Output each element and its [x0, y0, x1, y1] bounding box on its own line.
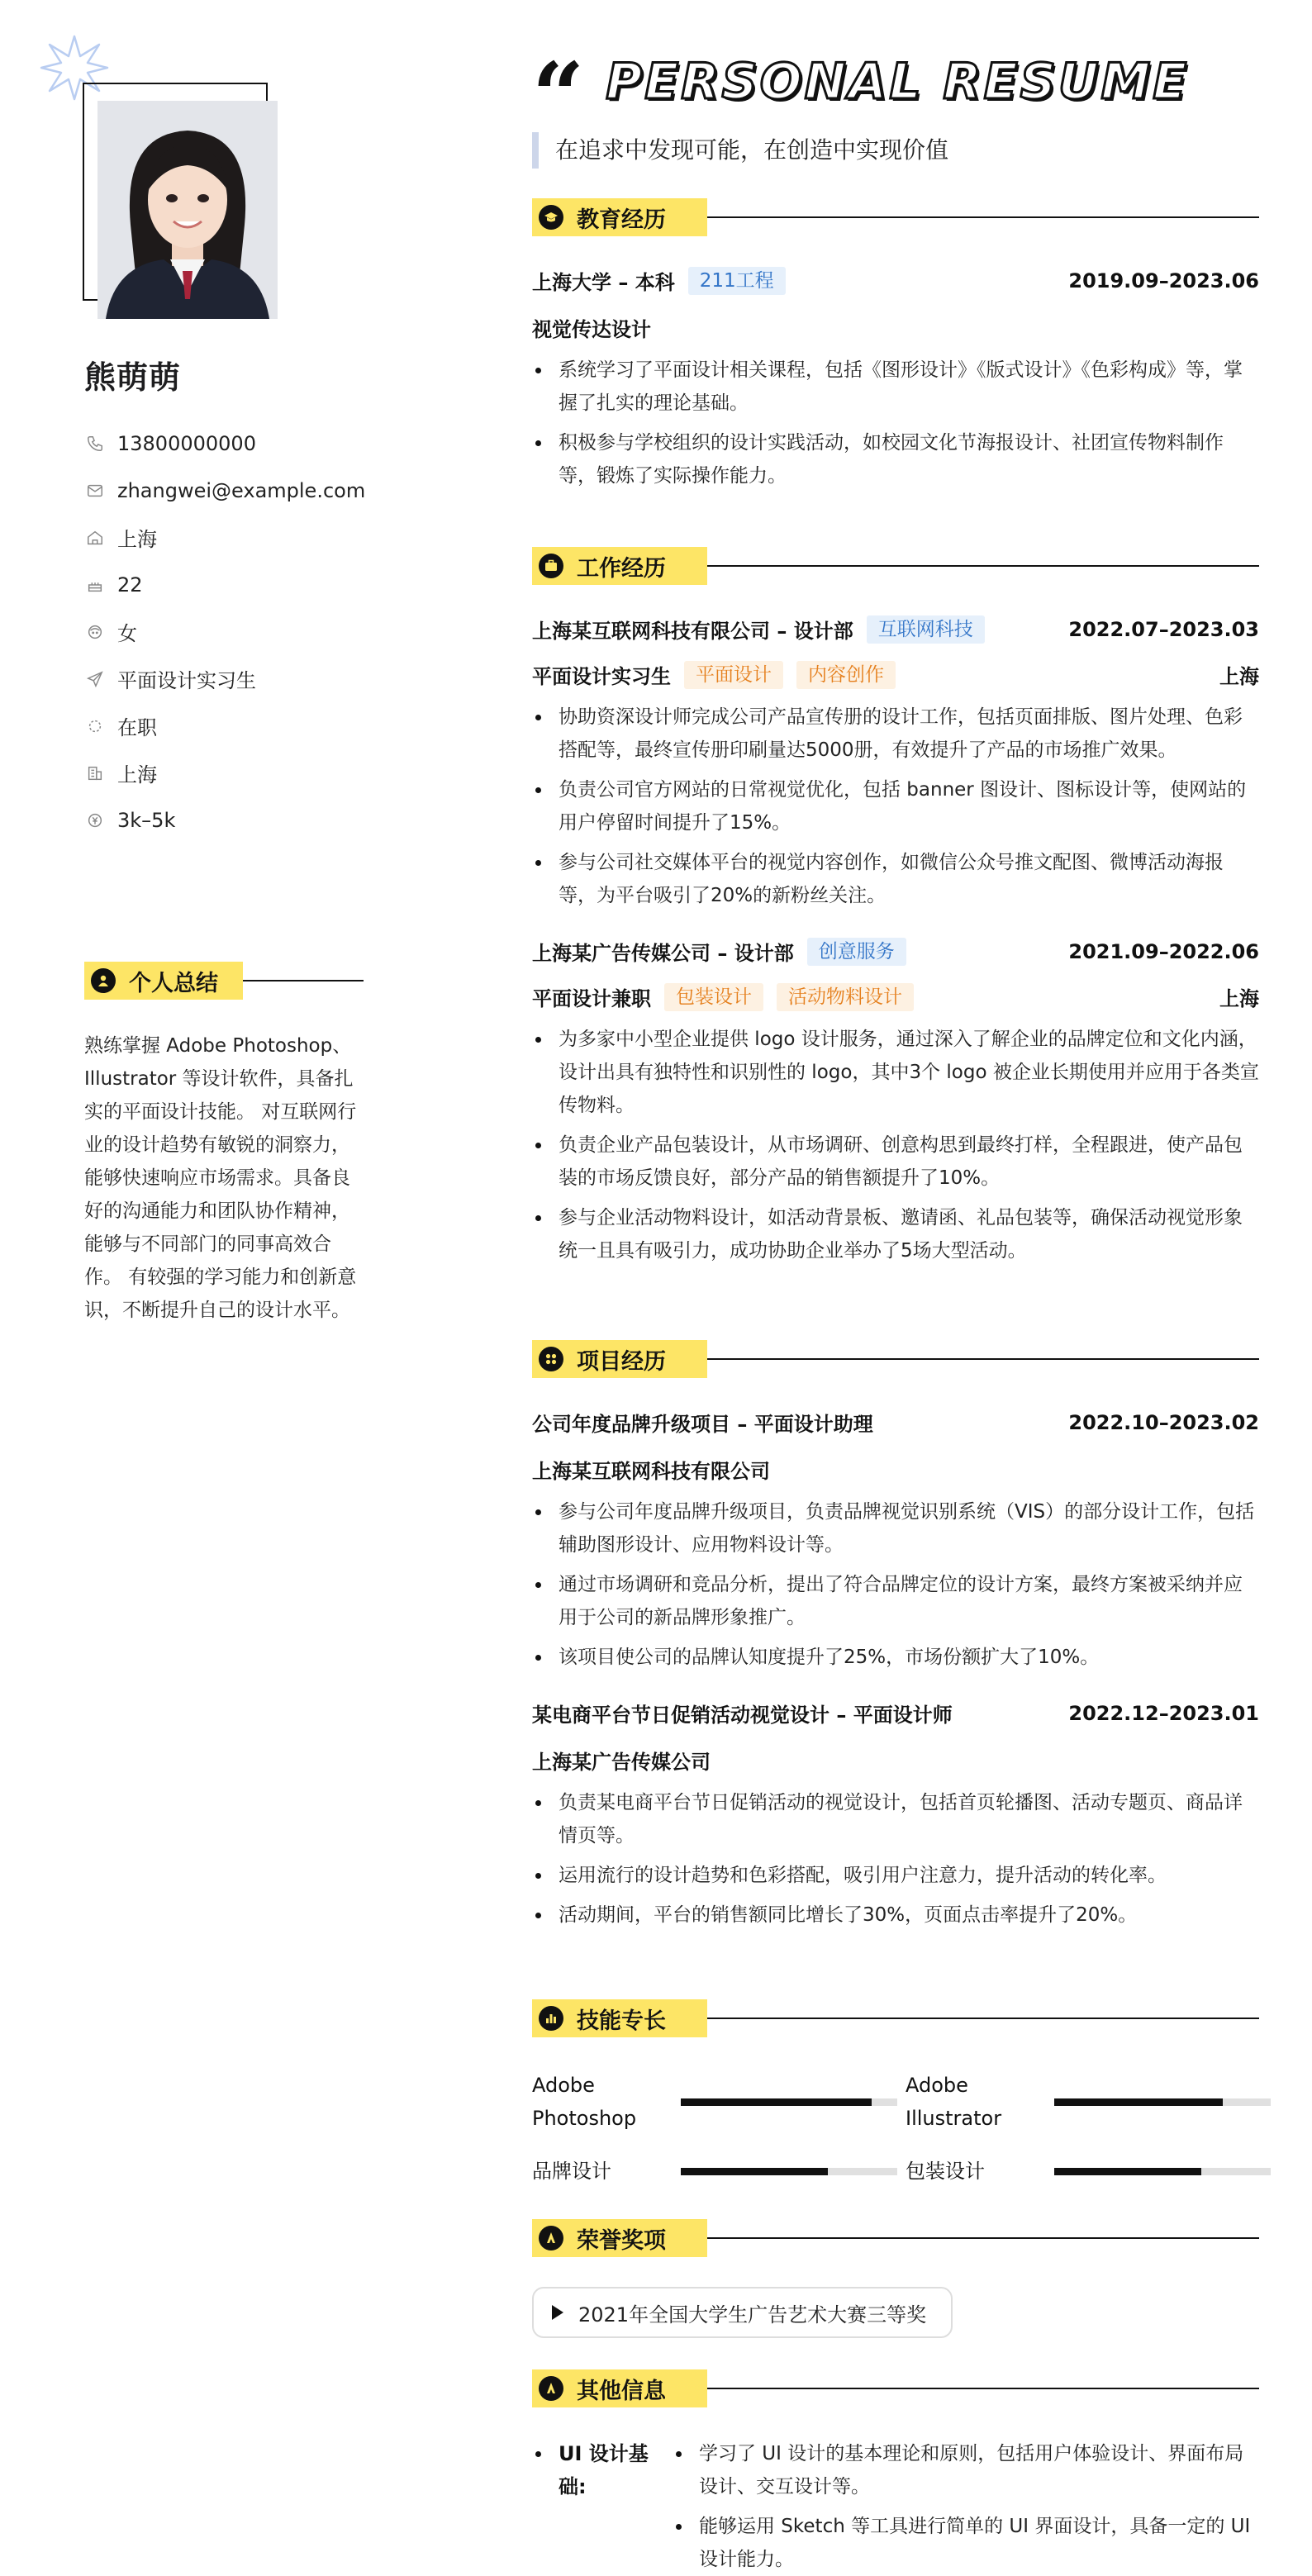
summary-title: 个人总结: [129, 970, 218, 996]
award-item: [532, 2287, 953, 2338]
age-text: 22: [117, 573, 143, 596]
section-divider: [707, 565, 1259, 567]
education-date: 2019.09–2023.06: [1068, 269, 1259, 292]
skill-bar: [681, 2168, 897, 2175]
projects-title: 项目经历: [577, 1348, 666, 1375]
skills-title: 技能专长: [577, 2008, 666, 2034]
skill-name: Adobe Photoshop: [532, 2074, 637, 2130]
job-bullets: [532, 701, 1259, 912]
skills-section: [532, 1999, 1259, 2188]
cake-icon: [84, 574, 106, 596]
job-skill-tag: 包装设计: [664, 983, 763, 1011]
other-title-pill: [532, 2369, 707, 2407]
job-skill-tag: 平面设计: [684, 661, 783, 689]
list-item: 负责公司官方网站的日常视觉优化，包括 banner 图设计、图标设计等，使网站的用户停留时间提升了15%。: [532, 773, 1259, 839]
skill-fill: [1054, 2098, 1223, 2106]
skill-fill: [681, 2098, 872, 2106]
salary-text: 3k–5k: [117, 808, 176, 832]
location-text: 上海: [117, 528, 157, 551]
list-item: 负责某电商平台节日促销活动的视觉设计，包括首页轮播图、活动专题页、商品详情页等。: [532, 1786, 1259, 1852]
list-item: 系统学习了平面设计相关课程，包括《图形设计》《版式设计》《色彩构成》等，掌握了扎实的理论基础。: [532, 354, 1259, 420]
other-item: [532, 2437, 1259, 2576]
job-industry-tag: 创意服务: [807, 938, 906, 966]
project-bullets: [532, 1495, 1259, 1674]
job-date: 2021.09–2022.06: [1068, 939, 1259, 963]
list-item: 为多家中小型企业提供 logo 设计服务，通过深入了解企业的品牌定位和文化内涵，设计出具有独特性和识别性的 logo，其中3个 logo 被企业长期使用并应用于各类宣传物料。: [532, 1023, 1259, 1122]
job-row: [532, 937, 1259, 966]
list-item: 能够运用 Sketch 等工具进行简单的 UI 界面设计，具备一定的 UI 设计能力。: [673, 2510, 1259, 2576]
grid-icon: [539, 1347, 563, 1371]
resume-header: [532, 42, 1190, 149]
contact-info-list: [84, 420, 415, 844]
school-tag: 211工程: [688, 267, 786, 295]
skill-item: [906, 2155, 1279, 2188]
send-icon: [84, 668, 106, 690]
list-item: 参与企业活动物料设计，如活动背景板、邀请函、礼品包装等，确保活动视觉形象统一且具有吸引力，成功协助企业举办了5场大型活动。: [532, 1201, 1259, 1267]
honors-title-pill: [532, 2219, 707, 2257]
section-divider: [707, 216, 1259, 218]
work-title-pill: [532, 547, 707, 585]
skill-item: [532, 2155, 906, 2188]
skill-fill: [681, 2168, 828, 2175]
status-text: 在职: [117, 716, 157, 739]
info-gender: [84, 608, 415, 655]
skill-item: [906, 2069, 1279, 2135]
projects-section-header: [532, 1340, 1259, 1378]
section-divider: [243, 980, 364, 981]
person-name: 熊萌萌: [84, 359, 182, 396]
projects-title-pill: [532, 1340, 707, 1378]
job-company: 上海某互联网科技有限公司 – 设计部: [532, 620, 853, 643]
list-item: 参与公司社交媒体平台的视觉内容创作，如微信公众号推文配图、微博活动海报等，为平台吸引了20%的新粉丝关注。: [532, 846, 1259, 912]
position-text: 平面设计实习生: [117, 669, 256, 692]
city-text: 上海: [117, 763, 157, 787]
slogan: 在追求中发现可能，在创造中实现价值: [532, 132, 948, 169]
work-title: 工作经历: [577, 555, 666, 582]
info-position: [84, 655, 415, 702]
education-bullets: [532, 354, 1259, 492]
other-bullets: [673, 2437, 1259, 2576]
other-title: 其他信息: [577, 2378, 666, 2404]
other-section: [532, 2369, 1259, 2576]
skill-bar: [681, 2098, 897, 2106]
list-item: 协助资深设计师完成公司产品宣传册的设计工作，包括页面排版、图片处理、色彩搭配等，最终宣传册印刷量达5000册，有效提升了产品的市场推广效果。: [532, 701, 1259, 767]
summary-title-pill: [84, 962, 243, 1000]
list-item: 负责企业产品包装设计，从市场调研、创意构思到最终打样，全程跟进，使产品包装的市场反馈良好，部分产品的销售额提升了10%。: [532, 1129, 1259, 1195]
list-item: 活动期间，平台的销售额同比增长了30%，页面点击率提升了20%。: [532, 1899, 1259, 1932]
summary-text: 熟练掌握 Adobe Photoshop、Illustrator 等设计软件，具备扎实的平面设计技能。 对互联网行业的设计趋势有敏锐的洞察力，能够快速响应市场需求。具备良好的沟通能力和团队协作精神，能够与不同部门的同事高效合作。 有较强的学习能力和创新意识，不断提升自己的设计水平。: [84, 1035, 357, 1321]
job-city: 上海: [1219, 987, 1259, 1010]
job-industry-tag: 互联网科技: [867, 615, 985, 644]
quote-mark: “: [532, 42, 585, 149]
info-phone: [84, 420, 415, 467]
skill-name: Adobe Illustrator: [906, 2074, 1002, 2130]
project-row: [532, 1699, 1259, 1728]
graduation-cap-icon: [539, 205, 563, 230]
job-company: 上海某广告传媒公司 – 设计部: [532, 942, 794, 965]
section-divider: [707, 2388, 1259, 2389]
award-text: 2021年全国大学生广告艺术大赛三等奖: [578, 2303, 927, 2326]
job-skill-tag: 内容创作: [796, 661, 896, 689]
info-location: [84, 514, 415, 561]
other-key: UI 设计基础:: [532, 2437, 673, 2576]
skills-title-pill: [532, 1999, 707, 2037]
project-bullets: [532, 1786, 1259, 1932]
info-city: [84, 749, 415, 796]
section-divider: [707, 1358, 1259, 1360]
project-date: 2022.10–2023.02: [1068, 1410, 1259, 1434]
projects-section: [532, 1340, 1259, 1932]
skill-fill: [1054, 2168, 1201, 2175]
mail-icon: [84, 480, 106, 501]
job-city: 上海: [1219, 665, 1259, 688]
avatar-illustration-icon: [97, 101, 278, 319]
skill-item: [532, 2069, 906, 2135]
honors-title: 荣誉奖项: [577, 2227, 666, 2254]
list-item: 学习了 UI 设计的基本理论和原则，包括用户体验设计、界面布局设计、交互设计等。: [673, 2437, 1259, 2503]
education-title-pill: [532, 198, 707, 236]
project-row: [532, 1408, 1259, 1437]
project-name: 某电商平台节日促销活动视觉设计 – 平面设计师: [532, 1704, 953, 1727]
skill-bar: [1054, 2168, 1271, 2175]
phone-text: 13800000000: [117, 431, 256, 455]
education-row: [532, 266, 1259, 295]
major: 视觉传达设计: [532, 318, 651, 341]
award-icon: [539, 2226, 563, 2250]
section-divider: [707, 2237, 1259, 2239]
project-date: 2022.12–2023.01: [1068, 1701, 1259, 1725]
avatar: [97, 101, 278, 319]
school-name: 上海大学 – 本科: [532, 271, 675, 294]
job-role-row: [532, 660, 1259, 689]
info-icon: [539, 2376, 563, 2401]
skills-grid: [532, 2069, 1259, 2188]
honors-section: [532, 2219, 1259, 2338]
list-item: 该项目使公司的品牌认知度提升了25%，市场份额扩大了10%。: [532, 1641, 1259, 1674]
job-role-row: [532, 982, 1259, 1011]
info-status: [84, 702, 415, 749]
building-icon: [84, 763, 106, 784]
honors-section-header: [532, 2219, 1259, 2257]
list-item: 积极参与学校组织的设计实践活动，如校园文化节海报设计、社团宣传物料制作等，锻炼了实际操作能力。: [532, 426, 1259, 492]
resume-title: PERSONAL RESUME: [606, 53, 1190, 111]
info-age: [84, 561, 415, 608]
gender-text: 女: [117, 622, 137, 645]
education-section-header: [532, 198, 1259, 236]
info-salary: [84, 796, 415, 844]
list-item: 通过市场调研和竞品分析，提出了符合品牌定位的设计方案，最终方案被采纳并应用于公司的新品牌形象推广。: [532, 1568, 1259, 1634]
education-section: [532, 198, 1259, 492]
status-icon: [84, 715, 106, 737]
summary-section-header: [84, 962, 364, 1000]
home-icon: [84, 527, 106, 549]
user-icon: [91, 968, 116, 993]
email-text: zhangwei@example.com: [117, 478, 366, 502]
job-skill-tag: 活动物料设计: [777, 983, 914, 1011]
work-section: [532, 547, 1259, 1267]
job-bullets: [532, 1023, 1259, 1267]
skills-section-header: [532, 1999, 1259, 2037]
list-item: 参与公司年度品牌升级项目，负责品牌视觉识别系统（VIS）的部分设计工作，包括辅助图形设计、应用物料设计等。: [532, 1495, 1259, 1561]
gender-icon: [84, 621, 106, 643]
skill-bar: [1054, 2098, 1271, 2106]
job-role: 平面设计实习生: [532, 665, 671, 688]
sidebar: [0, 0, 463, 2533]
other-section-header: [532, 2369, 1259, 2407]
phone-icon: [84, 433, 106, 454]
job-date: 2022.07–2023.03: [1068, 617, 1259, 641]
briefcase-icon: [539, 554, 563, 578]
project-name: 公司年度品牌升级项目 – 平面设计助理: [532, 1413, 873, 1436]
job-role: 平面设计兼职: [532, 987, 651, 1010]
list-item: 运用流行的设计趋势和色彩搭配，吸引用户注意力，提升活动的转化率。: [532, 1859, 1259, 1892]
work-section-header: [532, 547, 1259, 585]
play-icon: [552, 2305, 563, 2320]
skill-name: 品牌设计: [532, 2160, 611, 2183]
project-org: 上海某互联网科技有限公司: [532, 1460, 770, 1483]
education-title: 教育经历: [577, 207, 666, 233]
salary-icon: [84, 810, 106, 831]
info-email: [84, 467, 415, 514]
bar-chart-icon: [539, 2006, 563, 2031]
skill-name: 包装设计: [906, 2160, 985, 2183]
project-org: 上海某广告传媒公司: [532, 1751, 711, 1774]
section-divider: [707, 2018, 1259, 2019]
job-row: [532, 615, 1259, 644]
